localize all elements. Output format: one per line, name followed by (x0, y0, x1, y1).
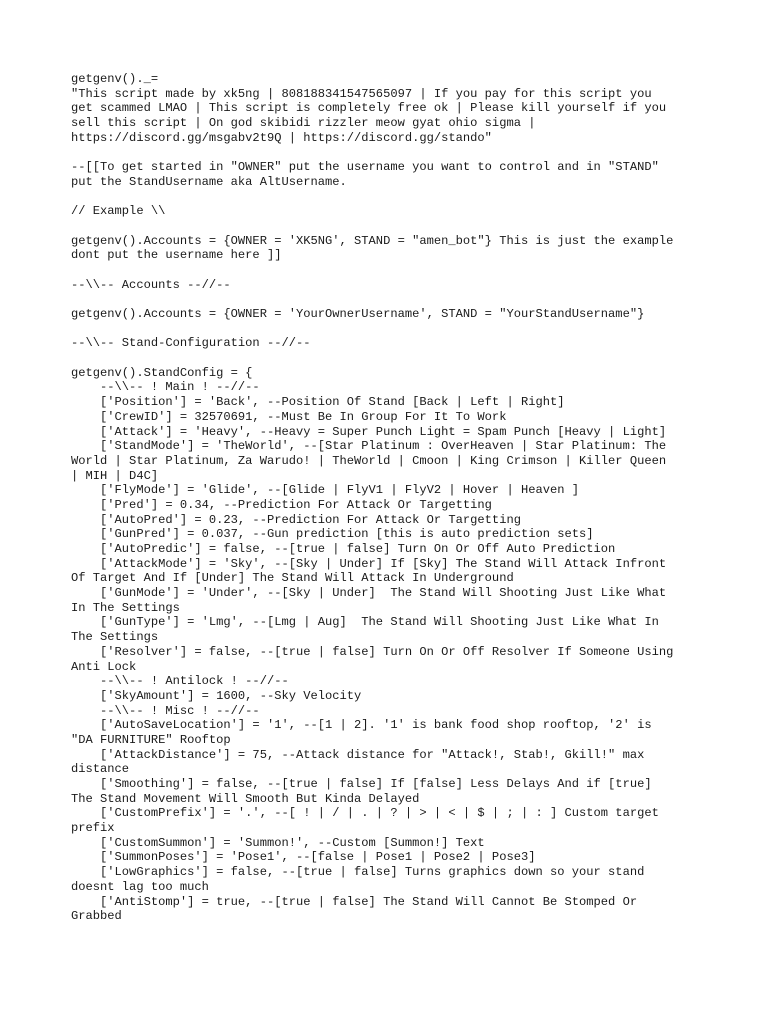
code-line: Anti Lock (71, 659, 137, 674)
blank-line (71, 145, 711, 160)
code-line: ['AttackDistance'] = 75, --Attack distance for "Attack!, Stab!, Gkill!" max (71, 747, 645, 762)
code-line: The Settings (71, 630, 159, 645)
code-line: | MIH | D4C] (71, 468, 159, 483)
code-line: "This script made by xk5ng | 808188341547565097 | If you pay for this script you (71, 86, 652, 101)
code-line: ['Pred'] = 0.34, --Prediction For Attack Or Targetting (71, 497, 492, 512)
code-line: sell this script | On god skibidi rizzler meow gyat ohio sigma | (71, 116, 536, 131)
blank-line (71, 292, 711, 307)
code-line: ['AutoPredic'] = false, --[true | false] Turn On Or Off Auto Prediction (71, 542, 616, 556)
code-line: dont put the username here ]] (71, 248, 282, 263)
code-line: Of Target And If [Under] The Stand Will Attack In Underground (71, 571, 514, 586)
code-line: ['FlyMode'] = 'Glide', --[Glide | FlyV1 | FlyV2 | Hover | Heaven ] (71, 483, 580, 498)
code-line: --\\-- Stand-Configuration --//-- (71, 336, 311, 351)
code-line: ['GunPred'] = 0.037, --Gun prediction [this is auto prediction sets] (71, 527, 594, 542)
code-line: getgenv().Accounts = {OWNER = 'XK5NG', STAND = "amen_bot"} This is just the example (71, 233, 674, 248)
code-line: ['LowGraphics'] = false, --[true | false] Turns graphics down so your stand (71, 865, 645, 880)
code-line: ['GunMode'] = 'Under', --[Sky | Under] The Stand Will Shooting Just Like What (71, 586, 667, 601)
code-line: getgenv().Accounts = {OWNER = 'YourOwnerUsername', STAND = "YourStandUsername"} (71, 307, 645, 321)
code-line: Grabbed (71, 909, 122, 924)
code-line: ['GunType'] = 'Lmg', --[Lmg | Aug] The Stand Will Shooting Just Like What In (71, 615, 659, 630)
blank-line (71, 219, 711, 234)
blank-line (71, 263, 711, 278)
code-line: https://discord.gg/msgabv2t9Q | https://discord.gg/stando" (71, 130, 492, 145)
code-line: ['Attack'] = 'Heavy', --Heavy = Super Punch Light = Spam Punch [Heavy | Light] (71, 424, 667, 439)
code-line: In The Settings (71, 600, 180, 615)
code-line: get scammed LMAO | This script is completely free ok | Please kill yourself if you (71, 101, 667, 116)
code-line: ['SkyAmount'] = 1600, --Sky Velocity (71, 688, 362, 703)
code-line: --\\-- ! Main ! --//-- (71, 380, 260, 395)
code-line: ['CrewID'] = 32570691, --Must Be In Group For It To Work (71, 409, 507, 424)
code-line: ['CustomSummon'] = 'Summon!', --Custom [Summon!] Text (71, 835, 485, 850)
code-line: ['Position'] = 'Back', --Position Of Stand [Back | Left | Right] (71, 395, 565, 410)
code-line: ['AntiStomp'] = true, --[true | false] The Stand Will Cannot Be Stomped Or (71, 894, 638, 909)
code-line: --\\-- ! Antilock ! --//-- (71, 674, 289, 689)
code-line: getgenv().StandConfig = { (71, 365, 253, 380)
code-line: ['AutoPred'] = 0.23, --Prediction For Attack Or Targetting (71, 512, 521, 527)
blank-line (71, 351, 711, 366)
code-line: --[[To get started in "OWNER" put the username you want to control and in "STAND" (71, 160, 659, 175)
code-line: ['CustomPrefix'] = '.', --[ ! | / | . | ? | > | < | $ | ; | : ] Custom target (71, 806, 659, 821)
code-line: ['StandMode'] = 'TheWorld', --[Star Platinum : OverHeaven | Star Platinum: The (71, 439, 667, 454)
code-line: World | Star Platinum, Za Warudo! | TheWorld | Cmoon | King Crimson | Killer Queen (71, 453, 667, 468)
code-line: distance (71, 762, 130, 777)
blank-line (71, 322, 711, 337)
code-line: getgenv()._= (71, 72, 159, 86)
code-line: "DA FURNITURE" Rooftop (71, 732, 231, 747)
code-line: ['Resolver'] = false, --[true | false] Turn On Or Off Resolver If Someone Using (71, 644, 674, 659)
code-line: ['AttackMode'] = 'Sky', --[Sky | Under] If [Sky] The Stand Will Attack Infront (71, 556, 667, 571)
code-line: ['Smoothing'] = false, --[true | false] If [false] Less Delays And if [true] (71, 777, 652, 791)
code-line: --\\-- Accounts --//-- (71, 277, 231, 292)
blank-line (71, 190, 711, 205)
code-line: ['AutoSaveLocation'] = '1', --[1 | 2]. '1' is bank food shop rooftop, '2' is (71, 718, 652, 733)
code-line: The Stand Movement Will Smooth But Kinda Delayed (71, 791, 420, 806)
document-page (71, 72, 711, 924)
code-line: prefix (71, 821, 115, 836)
code-line: --\\-- ! Misc ! --//-- (71, 703, 260, 718)
code-line: put the StandUsername aka AltUsername. (71, 174, 347, 189)
code-line: ['SummonPoses'] = 'Pose1', --[false | Pose1 | Pose2 | Pose3] (71, 850, 536, 865)
code-line: doesnt lag too much (71, 879, 209, 894)
code-line: // Example \\ (71, 204, 166, 219)
